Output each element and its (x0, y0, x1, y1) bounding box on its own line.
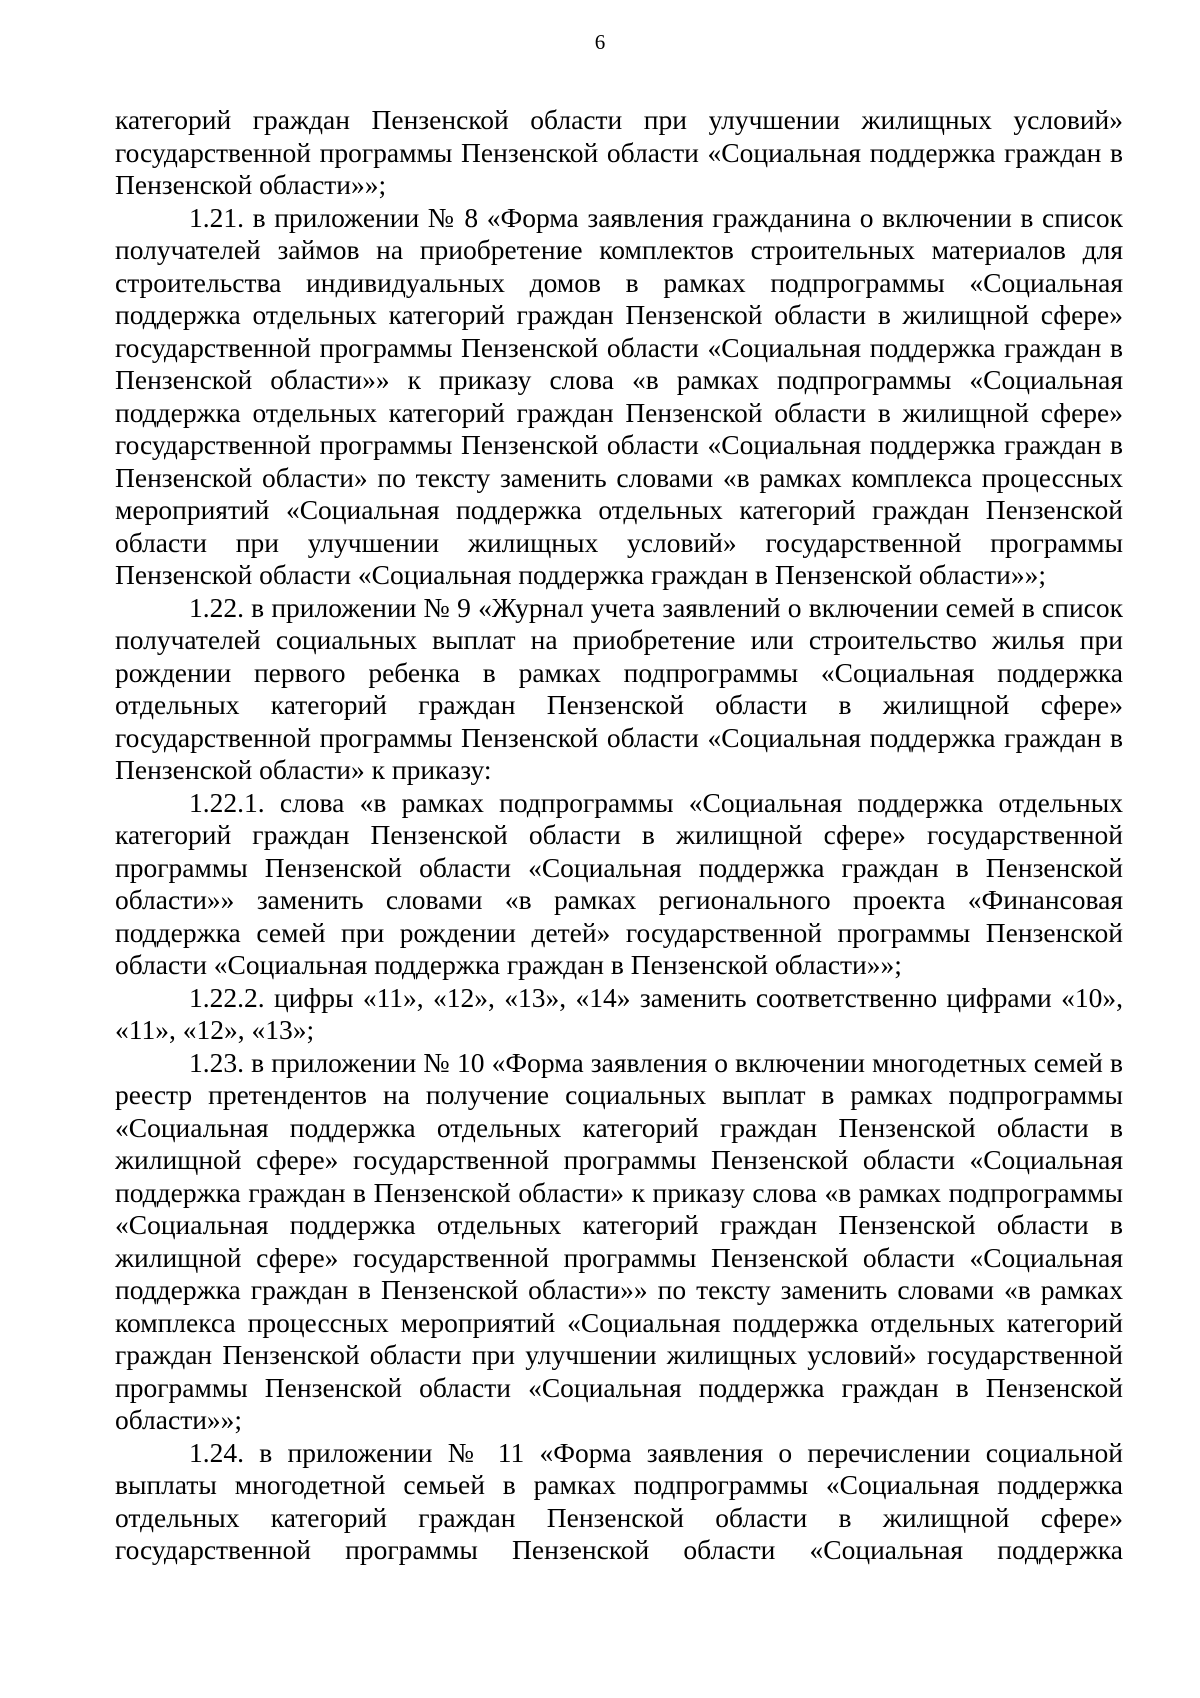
paragraph-1-22-2: 1.22.2. цифры «11», «12», «13», «14» заменить соответственно цифрами «10», «11», «12», «13»; (115, 981, 1123, 1045)
paragraph-1-24: 1.24. в приложении № 11 «Форма заявления о перечислении социальной выплаты многодетной семьей в рамках подпрограммы «Социальная поддержка отдельных категорий граждан Пензенской области в жилищной сфере» государственной программы Пензенской области «Социальная поддержка (115, 1436, 1123, 1565)
paragraph-continuation: категорий граждан Пензенской области при улучшении жилищных условий» государственной программы Пензенской области «Социальная поддержка граждан в Пензенской области»»; (115, 104, 1123, 200)
paragraph-1-23: 1.23. в приложении № 10 «Форма заявления о включении многодетных семей в реестр претендентов на получение социальных выплат в рамках подпрограммы «Социальная поддержка отдельных категорий граждан Пензенской области в жилищной сфере» государственной программы Пензенской области «Социальная поддержка граждан в Пензенской области» к приказу слова «в рамках подпрограммы «Социальная поддержка отдельных категорий граждан Пензенской области в жилищной сфере» государственной программы Пензенской области «Социальная поддержка граждан в Пензенской области»» по тексту заменить словами «в рамках комплекса процессных мероприятий «Социальная поддержка отдельных категорий граждан Пензенской области при улучшении жилищных условий» государственной программы Пензенской области «Социальная поддержка граждан в Пензенской области»»; (115, 1046, 1123, 1435)
page-number: 6 (594, 30, 606, 54)
paragraph-1-21: 1.21. в приложении № 8 «Форма заявления гражданина о включении в список получателей займов на приобретение комплектов строительных материалов для строительства индивидуальных домов в рамках подпрограммы «Социальная поддержка отдельных категорий граждан Пензенской области в жилищной сфере» государственной программы Пензенской области «Социальная поддержка граждан в Пензенской области»» к приказу слова «в рамках подпрограммы «Социальная поддержка отдельных категорий граждан Пензенской области в жилищной сфере» государственной программы Пензенской области «Социальная поддержка граждан в Пензенской области» по тексту заменить словами «в рамках комплекса процессных мероприятий «Социальная поддержка отдельных категорий граждан Пензенской области при улучшении жилищных условий» государственной программы Пензенской области «Социальная поддержка граждан в Пензенской области»»; (115, 201, 1123, 590)
document-body (115, 104, 1123, 1567)
paragraph-1-22-1: 1.22.1. слова «в рамках подпрограммы «Социальная поддержка отдельных категорий граждан Пензенской области в жилищной сфере» государственной программы Пензенской области «Социальная поддержка граждан в Пензенской области»» заменить словами «в рамках регионального проекта «Финансовая поддержка семей при рождении детей» государственной программы Пензенской области «Социальная поддержка граждан в Пензенской области»»; (115, 786, 1123, 980)
paragraph-1-22: 1.22. в приложении № 9 «Журнал учета заявлений о включении семей в список получателей социальных выплат на приобретение или строительство жилья при рождении первого ребенка в рамках подпрограммы «Социальная поддержка отдельных категорий граждан Пензенской области в жилищной сфере» государственной программы Пензенской области «Социальная поддержка граждан в Пензенской области» к приказу: (115, 591, 1123, 785)
